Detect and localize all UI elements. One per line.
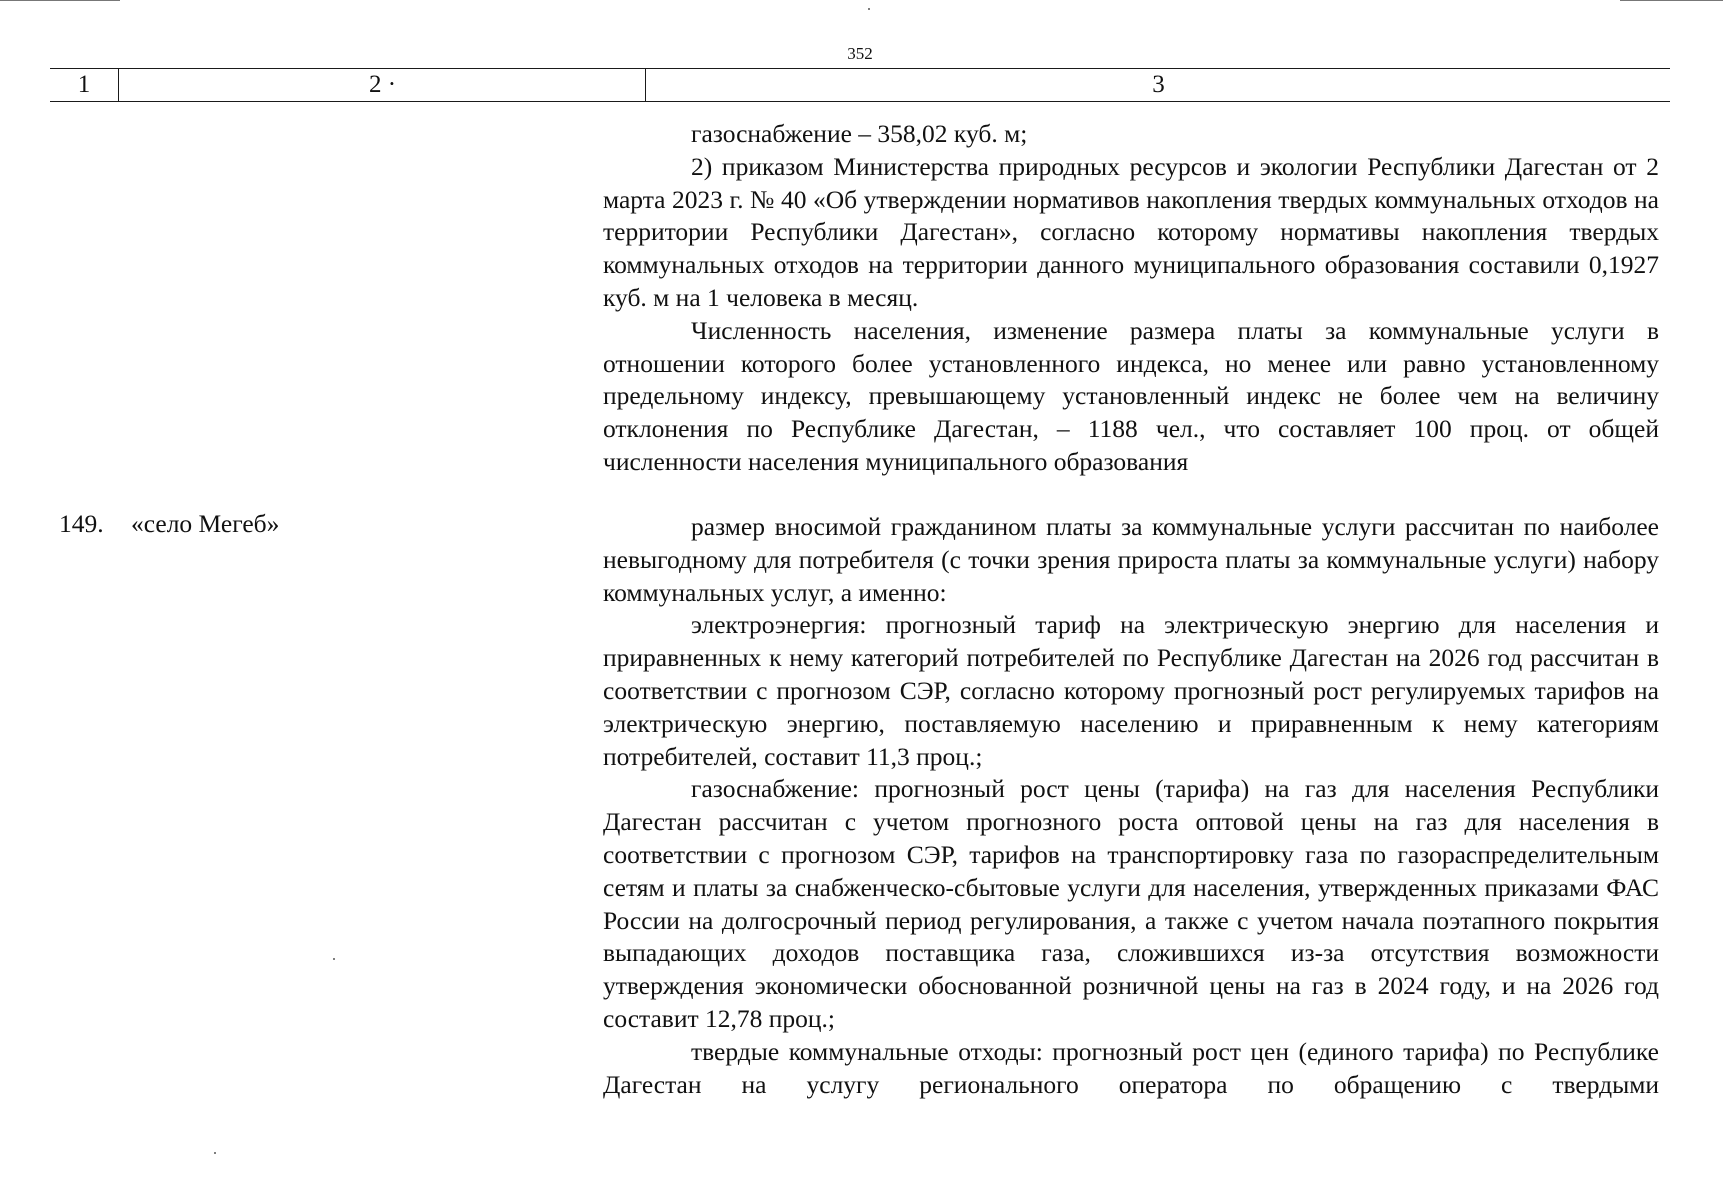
row-number: 149.	[59, 509, 104, 538]
paragraph: размер вносимой гражданином платы за коммунальные услуги рассчитан по наиболее невыгодному для потребителя (с точки зрения прироста платы за коммунальные услуги) набору коммунальных услуг, а именно:	[603, 512, 1659, 607]
header-col-1: 1	[77, 71, 91, 98]
scan-speck	[214, 1152, 216, 1154]
header-col-3: 3	[645, 69, 1671, 101]
municipality-name: «село Мегеб»	[131, 509, 280, 538]
paragraph: 2) приказом Министерства природных ресурсов и экологии Республики Дагестан от 2 марта 2023 г. № 40 «Об утверждении нормативов накопления твердых коммунальных отходов на территории Республики Дагестан», согласно которому нормативы накопления твердых коммунальных отходов на территории данного муниципального образования составили 0,1927 куб. м на 1 человека в месяц.	[603, 151, 1659, 312]
scan-speck	[868, 8, 870, 10]
scan-edge-rule	[1620, 0, 1723, 1]
row-149-text	[603, 511, 1659, 1101]
paragraph: Численность населения, изменение размера платы за коммунальные услуги в отношении которого более установленного индекса, но менее или равно установленному предельному индексу, превышающему установленный индекс не более чем на величину отклонения по Республике Дагестан, – 1188 чел., что составляет 100 проц. от общей численности населения муниципального образования	[603, 315, 1659, 476]
page-number: 352	[847, 44, 873, 63]
paragraph: газоснабжение – 358,02 куб. м;	[691, 119, 1028, 148]
paragraph: газоснабжение: прогнозный рост цены (тарифа) на газ для населения Республики Дагестан рассчитан с учетом прогнозного роста оптовой цены на газ для населения в соответствии с прогнозом СЭР, тарифов на транспортировку газа по газораспределительным сетям и платы за снабженческо-сбытовые услуги для населения, утвержденных приказами ФАС России на долгосрочный период регулирования, а также с учетом начала поэтапного покрытия выпадающих доходов поставщика газа, сложившихся из-за отсутствия возможности утверждения экономически обоснованной розничной цены на газ в 2024 году, и на 2026 год составит 12,78 проц.;	[603, 774, 1659, 1033]
previous-row-text	[603, 118, 1659, 479]
table-header-row	[50, 68, 1670, 102]
header-col-2: 2 ·	[118, 69, 646, 101]
paragraph: электроэнергия: прогнозный тариф на электрическую энергию для населения и приравненных к нему категорий потребителей по Республике Дагестан на 2026 год рассчитан в соответствии с прогнозом СЭР, согласно которому прогнозный рост регулируемых тарифов на электрическую энергию, поставляемую населению и приравненным к нему категориям потребителей, составит 11,3 проц.;	[603, 610, 1659, 771]
paragraph: твердые коммунальные отходы: прогнозный рост цен (единого тарифа) по Республике Дагестан на услугу регионального оператора по обращению с твердыми	[603, 1036, 1659, 1099]
scan-edge-rule	[0, 0, 120, 1]
scan-speck	[333, 958, 335, 960]
